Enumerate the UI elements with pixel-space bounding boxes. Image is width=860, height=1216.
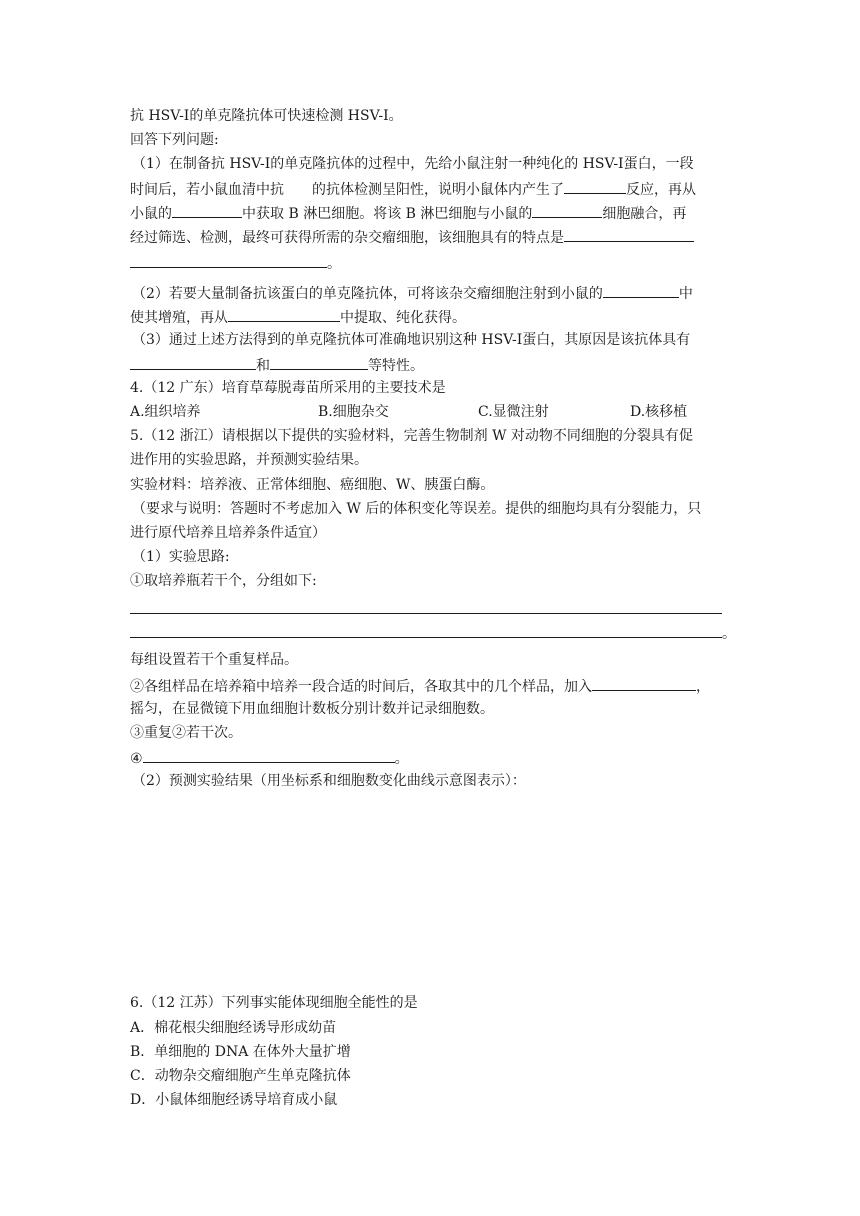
q5-step3: ③重复②若干次。 — [130, 725, 242, 741]
text-seg: 使其增殖，再从 — [130, 310, 228, 326]
q4-option-d: D.核移植 — [630, 404, 688, 420]
text-seg: 等特性。 — [368, 358, 424, 374]
q5-step2-line1 — [130, 676, 710, 696]
q4-option-c: C.显微注射 — [478, 404, 549, 420]
text-seg: 中 — [678, 286, 693, 302]
text-seg: 小鼠的 — [130, 206, 172, 222]
q4-stem: 4.（12 广东）培育草莓脱毒苗所采用的主要技术是 — [130, 380, 446, 396]
q3-part1-line3 — [130, 203, 686, 223]
text-seg: 。 — [394, 751, 409, 767]
q5-answer-line1 — [130, 599, 722, 619]
text-seg: 反应，再从 — [626, 182, 696, 198]
answer-blank[interactable] — [564, 227, 694, 242]
q3-part1-line1: （1）在制备抗 HSV-Ⅰ的单克隆抗体的过程中，先给小鼠注射一种纯化的 HSV-Ⅰ蛋白，一段 — [132, 156, 694, 172]
q6-option-b: B．单细胞的 DNA 在体外大量扩增 — [130, 1044, 351, 1060]
q3-part1-line2 — [130, 179, 696, 199]
q3-part2-line2 — [130, 307, 466, 327]
q6-option-a: A．棉花根尖细胞经诱导形成幼苗 — [130, 1020, 337, 1036]
text-seg: 中获取 B 淋巴细胞。将该 B 淋巴细胞与小鼠的 — [242, 206, 533, 222]
answer-blank[interactable] — [603, 283, 679, 298]
answer-blank[interactable] — [130, 253, 327, 268]
answer-blank[interactable] — [228, 307, 340, 322]
text-seg: 经过筛选、检测，最终可获得所需的杂交瘤细胞，该细胞具有的特点是 — [130, 230, 564, 246]
text-seg: 。 — [327, 256, 341, 272]
q5-answer-line2 — [130, 623, 736, 643]
text-seg: 的抗体检测呈阳性，说明小鼠体内产生了 — [312, 182, 564, 198]
q5-requirements-line1: （要求与说明：答题时不考虑加入 W 后的体积变化等误差。提供的细胞均具有分裂能力，只 — [132, 501, 702, 517]
q5-requirements-line2: 进行原代培养且培养条件适宜） — [130, 525, 326, 541]
text-seg: 中提取、纯化获得。 — [340, 310, 466, 326]
q5-stem-line2: 进作用的实验思路，并预测实验结果。 — [130, 452, 368, 468]
text-seg: （2）若要大量制备抗该蛋白的单克隆抗体，可将该杂交瘤细胞注射到小鼠的 — [132, 286, 603, 302]
q3-part2-line1 — [132, 283, 693, 303]
text-seg: ②各组样品在培养箱中培养一段合适的时间后，各取其中的几个样品，加入 — [130, 679, 592, 695]
answer-blank[interactable] — [532, 203, 602, 218]
answer-blank[interactable] — [143, 748, 395, 763]
q5-step2-line2: 摇匀，在显微镜下用血细胞计数板分别计数并记录细胞数。 — [130, 701, 494, 717]
q5-materials: 实验材料：培养液、正常体细胞、癌细胞、W、胰蛋白酶。 — [130, 477, 495, 493]
q6-option-c: C．动物杂交瘤细胞产生单克隆抗体 — [130, 1068, 351, 1084]
q3-part3-line1: （3）通过上述方法得到的单克隆抗体可准确地识别这种 HSV-Ⅰ蛋白，其原因是该抗体具有 — [132, 332, 691, 348]
q6-option-d: D．小鼠体细胞经诱导培育成小鼠 — [130, 1092, 338, 1108]
text-seg: 细胞融合，再 — [602, 206, 687, 222]
q3-part3-line2 — [130, 355, 424, 375]
answer-blank[interactable] — [130, 355, 256, 370]
q5-step4 — [130, 748, 409, 768]
q3-prompt: 回答下列问题: — [130, 132, 219, 148]
text-seg: 。 — [722, 626, 736, 642]
answer-blank[interactable] — [592, 676, 696, 691]
text-seg: 和 — [256, 358, 270, 374]
q5-section2-heading: （2）预测实验结果（用坐标系和细胞数变化曲线示意图表示）： — [132, 773, 526, 789]
answer-blank[interactable] — [130, 623, 722, 638]
q5-repeat-note: 每组设置若干个重复样品。 — [130, 652, 298, 668]
q4-option-b: B.细胞杂交 — [318, 404, 389, 420]
text-seg: ④ — [130, 751, 143, 767]
q5-step1: ①取培养瓶若干个，分组如下: — [130, 573, 317, 589]
answer-blank[interactable] — [172, 203, 242, 218]
q4-option-a: A.组织培养 — [130, 404, 201, 420]
q3-part1-line4 — [130, 227, 694, 247]
text-seg: ， — [696, 679, 710, 695]
text-seg: 时间后，若小鼠血清中抗 — [130, 182, 284, 198]
q3-intro: 抗 HSV-Ⅰ的单克隆抗体可快速检测 HSV-Ⅰ。 — [130, 108, 403, 124]
answer-blank[interactable] — [270, 355, 368, 370]
answer-blank[interactable] — [564, 179, 626, 194]
q5-section1-heading: （1）实验思路: — [132, 549, 230, 565]
answer-blank[interactable] — [130, 599, 722, 614]
q3-part1-line5 — [130, 253, 341, 273]
q5-stem-line1: 5.（12 浙江）请根据以下提供的实验材料，完善生物制剂 W 对动物不同细胞的分裂具有促 — [130, 428, 693, 444]
q6-stem: 6.（12 江苏）下列事实能体现细胞全能性的是 — [130, 995, 418, 1011]
